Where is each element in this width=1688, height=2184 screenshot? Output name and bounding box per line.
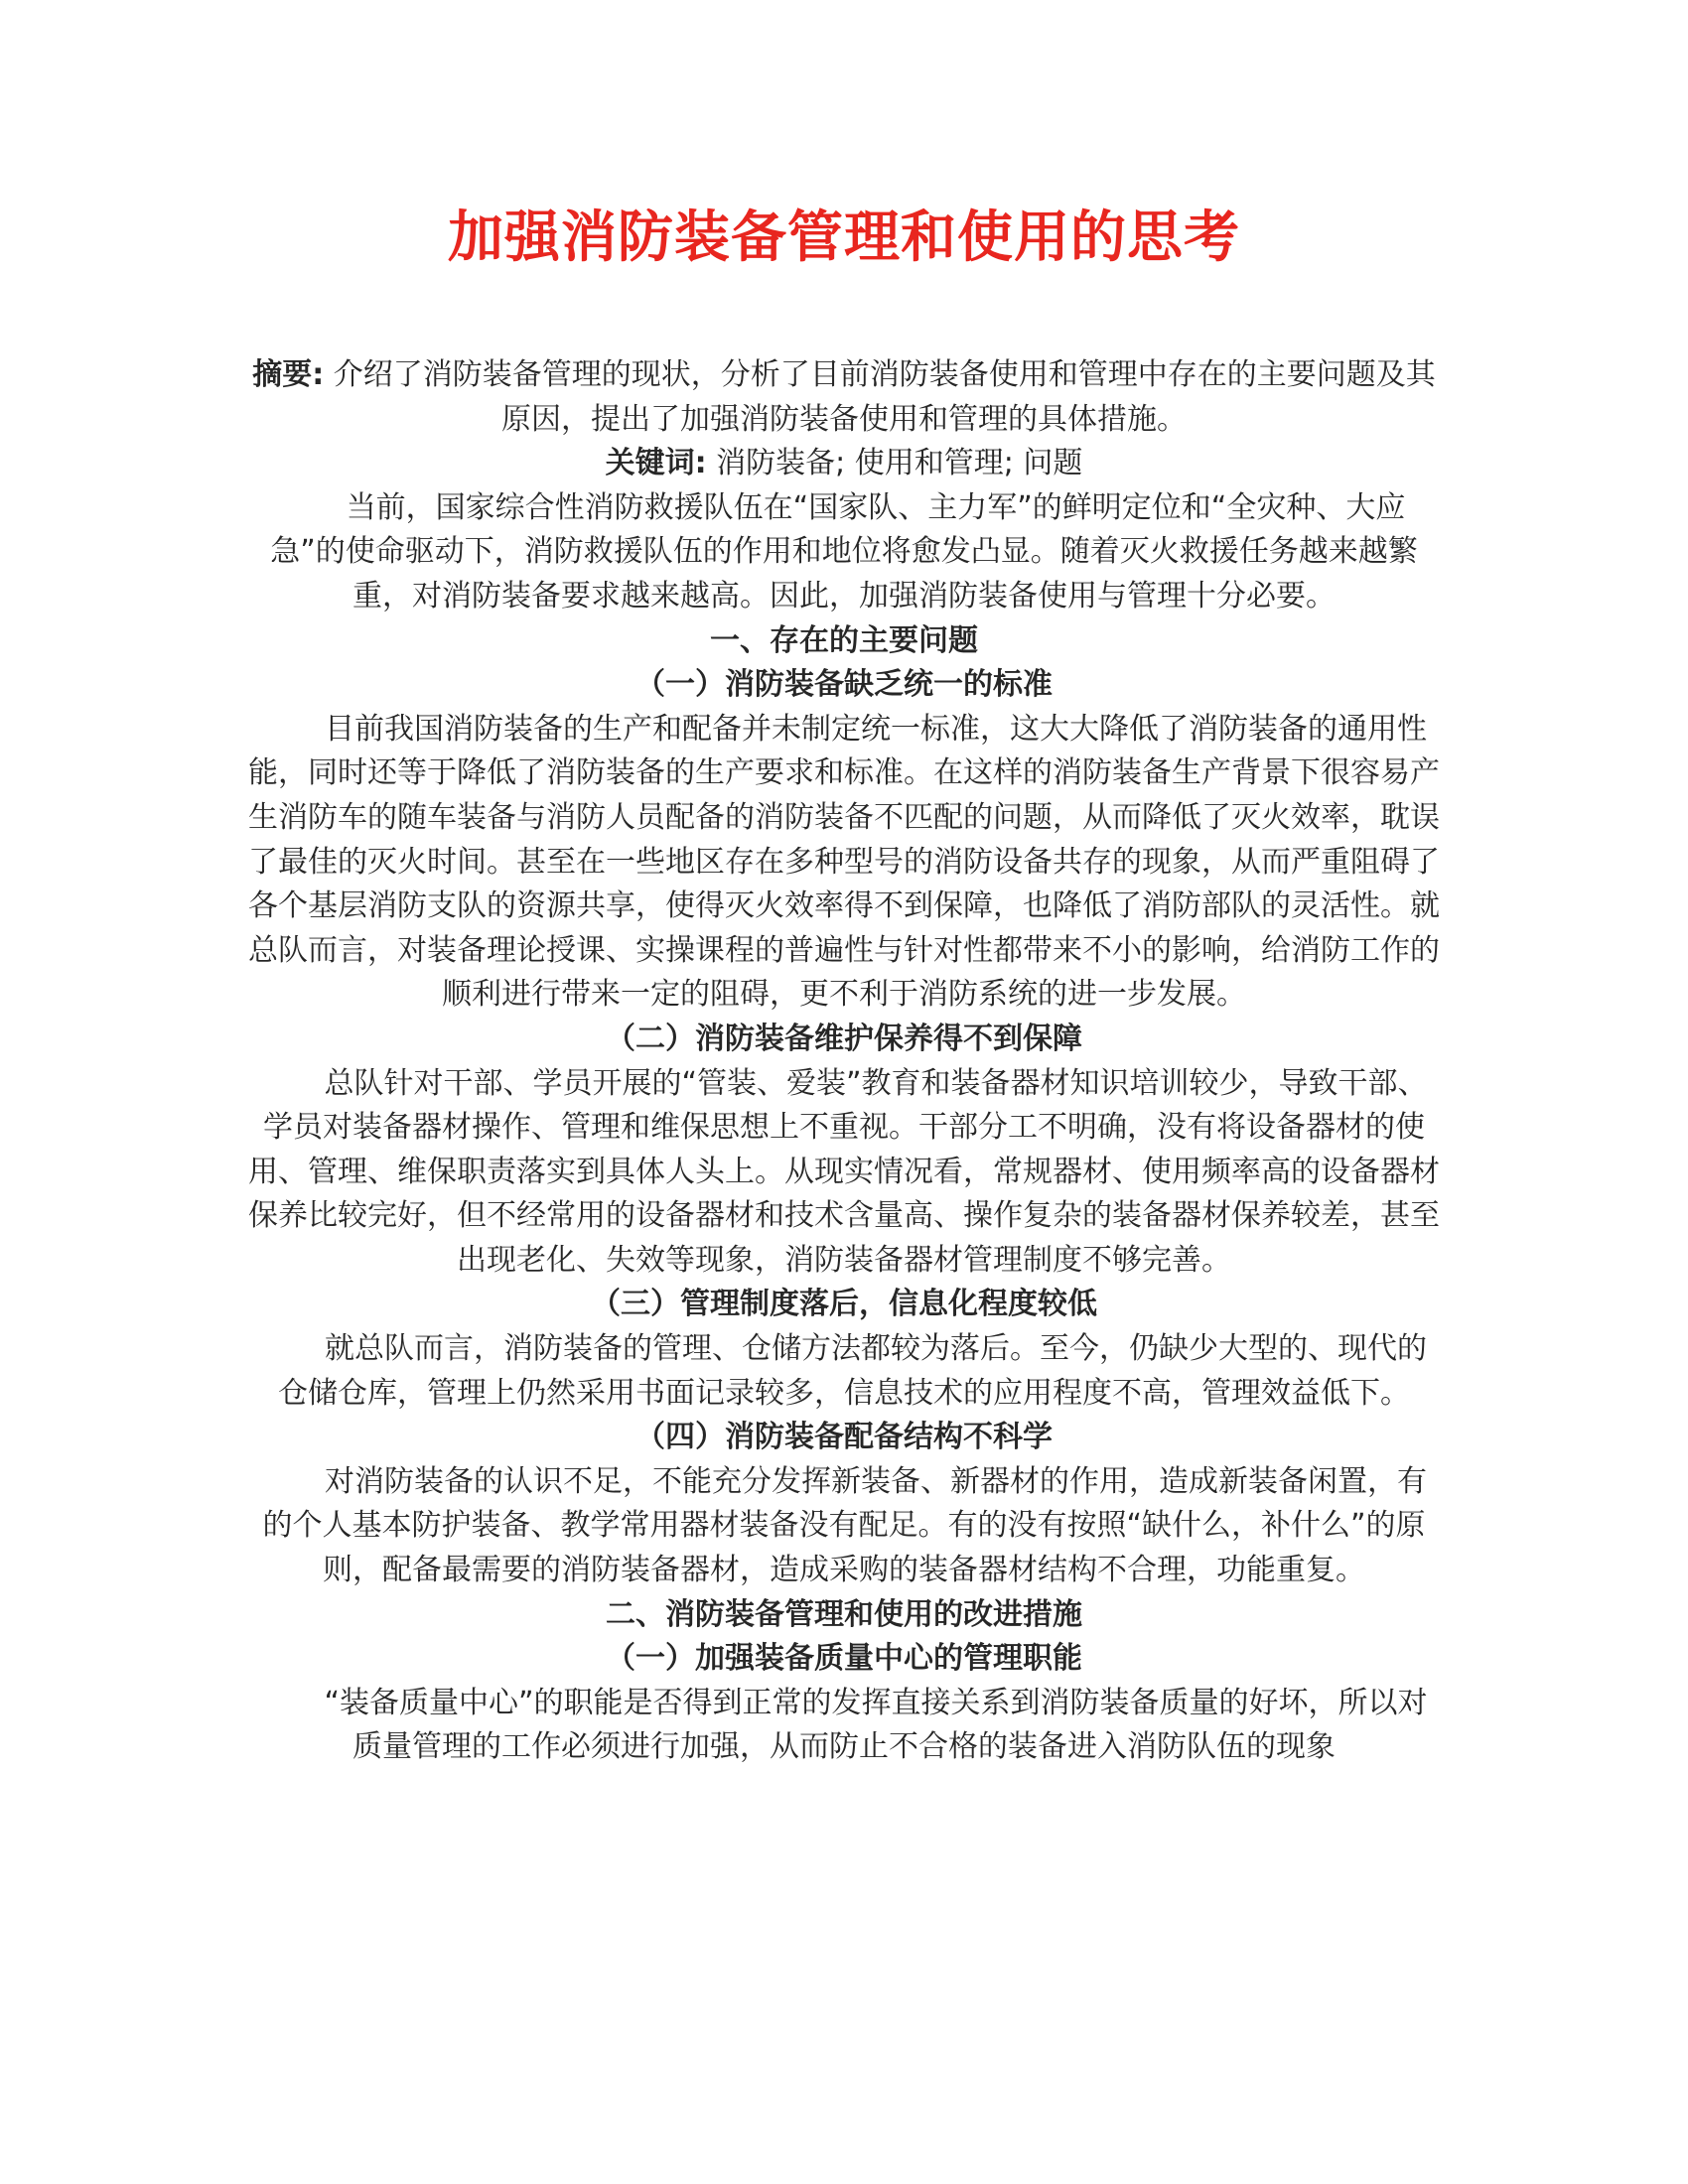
section-2-1-heading: （一）加强装备质量中心的管理职能 xyxy=(606,1641,1082,1677)
document-title: 加强消防装备管理和使用的思考 xyxy=(448,205,1240,270)
section-2-1-paragraph: “装备质量中心”的职能是否得到正常的发挥直接关系到消防装备质量的好坏，所以对质量管理的工作必须进行加强，从而防止不合格的装备进入消防队伍的现象 xyxy=(324,1685,1428,1765)
section-1-1-heading: （一）消防装备缺乏统一的标准 xyxy=(635,667,1053,703)
abstract-text: 介绍了消防装备管理的现状，分析了目前消防装备使用和管理中存在的主要问题及其原因，提出了加强消防装备使用和管理的具体措施。 xyxy=(324,357,1436,437)
section-1-3-paragraph: 就总队而言，消防装备的管理、仓储方法都较为落后。至今，仍缺少大型的、现代的仓储仓库，管理上仍然采用书面记录较多，信息技术的应用程度不高，管理效益低下。 xyxy=(278,1331,1427,1411)
intro-paragraph: 当前，国家综合性消防救援队伍在“国家队、主力军”的鲜明定位和“全灾种、大应急”的使命驱动下，消防救援队伍的作用和地位将愈发凸显。随着灭火救援任务越来越繁重，对消防装备要求越来越高。因此，加强消防装备使用与管理十分必要。 xyxy=(270,489,1418,614)
section-1-4-heading: （四）消防装备配备结构不科学 xyxy=(635,1420,1053,1455)
keywords-label: 关键词: xyxy=(605,446,707,481)
abstract-label: 摘要: xyxy=(252,357,325,392)
document-body xyxy=(248,353,1440,1770)
section-1-1-paragraph: 目前我国消防装备的生产和配备并未制定统一标准，这大大降低了消防装备的通用性能，同时还等于降低了消防装备的生产要求和标准。在这样的消防装备生产背景下很容易产生消防车的随车装备与消防人员配备的消防装备不匹配的问题，从而降低了灭火效率，耽误了最佳的灭火时间。甚至在一些地区存在多种型号的消防设备共存的现象，从而严重阻碍了各个基层消防支队的资源共享，使得灭火效率得不到保障，也降低了消防部队的灵活性。就总队而言，对装备理论授课、实操课程的普遍性与针对性都带来不小的影响，给消防工作的顺利进行带来一定的阻碍，更不利于消防系统的进一步发展。 xyxy=(248,711,1440,1013)
section-1-2-paragraph: 总队针对干部、学员开展的“管装、爱装”教育和装备器材知识培训较少，导致干部、学员对装备器材操作、管理和维保思想上不重视。干部分工不明确，没有将设备器材的使用、管理、维保职责落实到具体人头上。从现实情况看，常规器材、使用频率高的设备器材保养比较完好，但不经常用的设备器材和技术含量高、操作复杂的装备器材保养较差，甚至出现老化、失效等现象，消防装备器材管理制度不够完善。 xyxy=(248,1065,1440,1278)
keywords xyxy=(248,442,1440,486)
section-2-heading: 二、消防装备管理和使用的改进措施 xyxy=(606,1596,1082,1632)
section-1-2-heading: （二）消防装备维护保养得不到保障 xyxy=(606,1021,1082,1056)
section-1-heading: 一、存在的主要问题 xyxy=(710,622,978,658)
document-page xyxy=(248,0,1440,2184)
section-1-3-heading: （三）管理制度落后，信息化程度较低 xyxy=(591,1287,1097,1322)
keywords-text: 消防装备; 使用和管理; 问题 xyxy=(706,446,1083,481)
abstract xyxy=(248,353,1440,442)
section-1-4-paragraph: 对消防装备的认识不足，不能充分发挥新装备、新器材的作用，造成新装备闲置，有的个人基本防护装备、教学常用器材装备没有配足。有的没有按照“缺什么，补什么”的原则，配备最需要的消防装备器材，造成采购的装备器材结构不合理，功能重复。 xyxy=(262,1463,1427,1588)
